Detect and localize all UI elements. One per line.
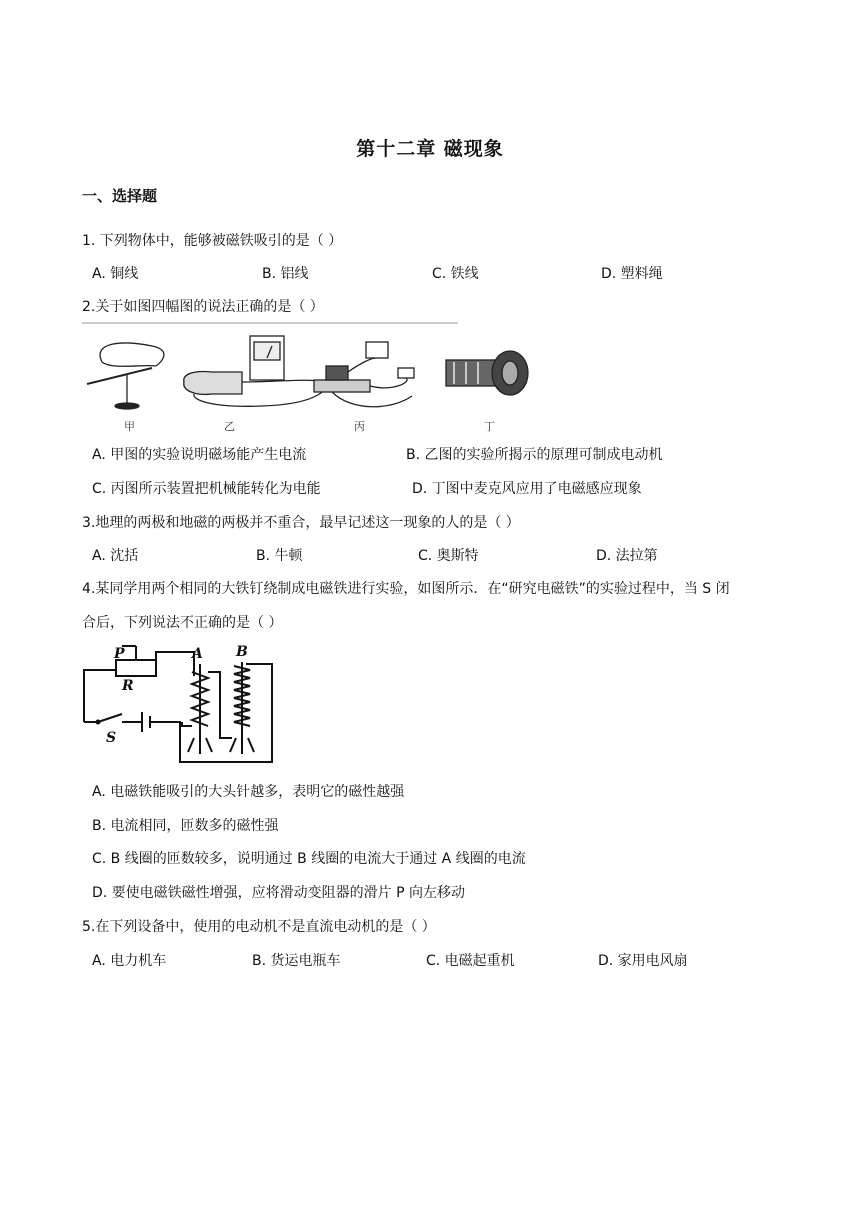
figure-label-jia: 甲 xyxy=(124,420,135,433)
section-heading: 一、选择题 xyxy=(82,187,158,205)
figure-label-ding: 丁 xyxy=(484,420,495,433)
question-1-option-c: C. 铁线 xyxy=(432,266,479,282)
page-title: 第十二章 磁现象 xyxy=(356,138,504,160)
question-4-option-a: A. 电磁铁能吸引的大头针越多，表明它的磁性越强 xyxy=(92,784,405,800)
circuit-label-s: S xyxy=(106,730,117,746)
question-4-option-b: B. 电流相同，匝数多的磁性强 xyxy=(92,818,279,834)
question-1-option-d: D. 塑料绳 xyxy=(601,266,663,282)
question-5-option-c: C. 电磁起重机 xyxy=(426,953,515,969)
figure-ding-apparatus xyxy=(446,351,528,395)
question-2-option-d: D. 丁图中麦克风应用了电磁感应现象 xyxy=(412,481,642,497)
circuit-label-b: B xyxy=(236,644,248,660)
question-1-option-b: B. 铝线 xyxy=(262,266,309,282)
question-3-option-c: C. 奥斯特 xyxy=(418,548,479,564)
question-5-option-a: A. 电力机车 xyxy=(92,953,167,969)
question-5-option-b: B. 货运电瓶车 xyxy=(252,953,341,969)
figure-label-bing: 丙 xyxy=(354,420,365,433)
question-5-stem: 5.在下列设备中，使用的电动机不是直流电动机的是（ ） xyxy=(82,919,436,935)
question-3-option-b: B. 牛顿 xyxy=(256,548,303,564)
figure-bing-apparatus xyxy=(314,342,414,407)
circuit-label-r: R xyxy=(122,678,134,694)
question-2-option-b: B. 乙图的实验所揭示的原理可制成电动机 xyxy=(406,447,663,463)
figure-jia-apparatus xyxy=(87,343,164,409)
figure-label-yi: 乙 xyxy=(224,420,235,433)
question-4-stem-line-1: 4.某同学用两个相同的大铁钉绕制成电磁铁进行实验，如图所示．在“研究电磁铁”的实验过程中，当 S 闭 xyxy=(82,581,730,597)
question-1-stem: 1. 下列物体中，能够被磁铁吸引的是（ ） xyxy=(82,233,343,249)
circuit-label-a: A xyxy=(192,646,203,662)
question-4-circuit-figure xyxy=(82,642,282,768)
question-3-stem: 3.地理的两极和地磁的两极并不重合，最早记述这一现象的人的是（ ） xyxy=(82,515,520,531)
question-2-option-a: A. 甲图的实验说明磁场能产生电流 xyxy=(92,447,307,463)
figure-yi-apparatus xyxy=(184,336,326,406)
question-4-stem-line-2: 合后，下列说法不正确的是（ ） xyxy=(82,615,283,631)
circuit-label-p: P xyxy=(114,646,125,662)
question-4-option-c: C. B 线圈的匝数较多，说明通过 B 线圈的电流大于通过 A 线圈的电流 xyxy=(92,851,526,867)
question-5-option-d: D. 家用电风扇 xyxy=(598,953,688,969)
question-4-option-d: D. 要使电磁铁磁性增强，应将滑动变阻器的滑片 P 向左移动 xyxy=(92,885,466,901)
question-2-stem: 2.关于如图四幅图的说法正确的是（ ） xyxy=(82,299,324,315)
question-3-option-d: D. 法拉第 xyxy=(596,548,658,564)
question-2-option-c: C. 丙图所示装置把机械能转化为电能 xyxy=(92,481,321,497)
question-1-option-a: A. 铜线 xyxy=(92,266,139,282)
question-2-figure xyxy=(82,322,542,438)
question-3-option-a: A. 沈括 xyxy=(92,548,139,564)
